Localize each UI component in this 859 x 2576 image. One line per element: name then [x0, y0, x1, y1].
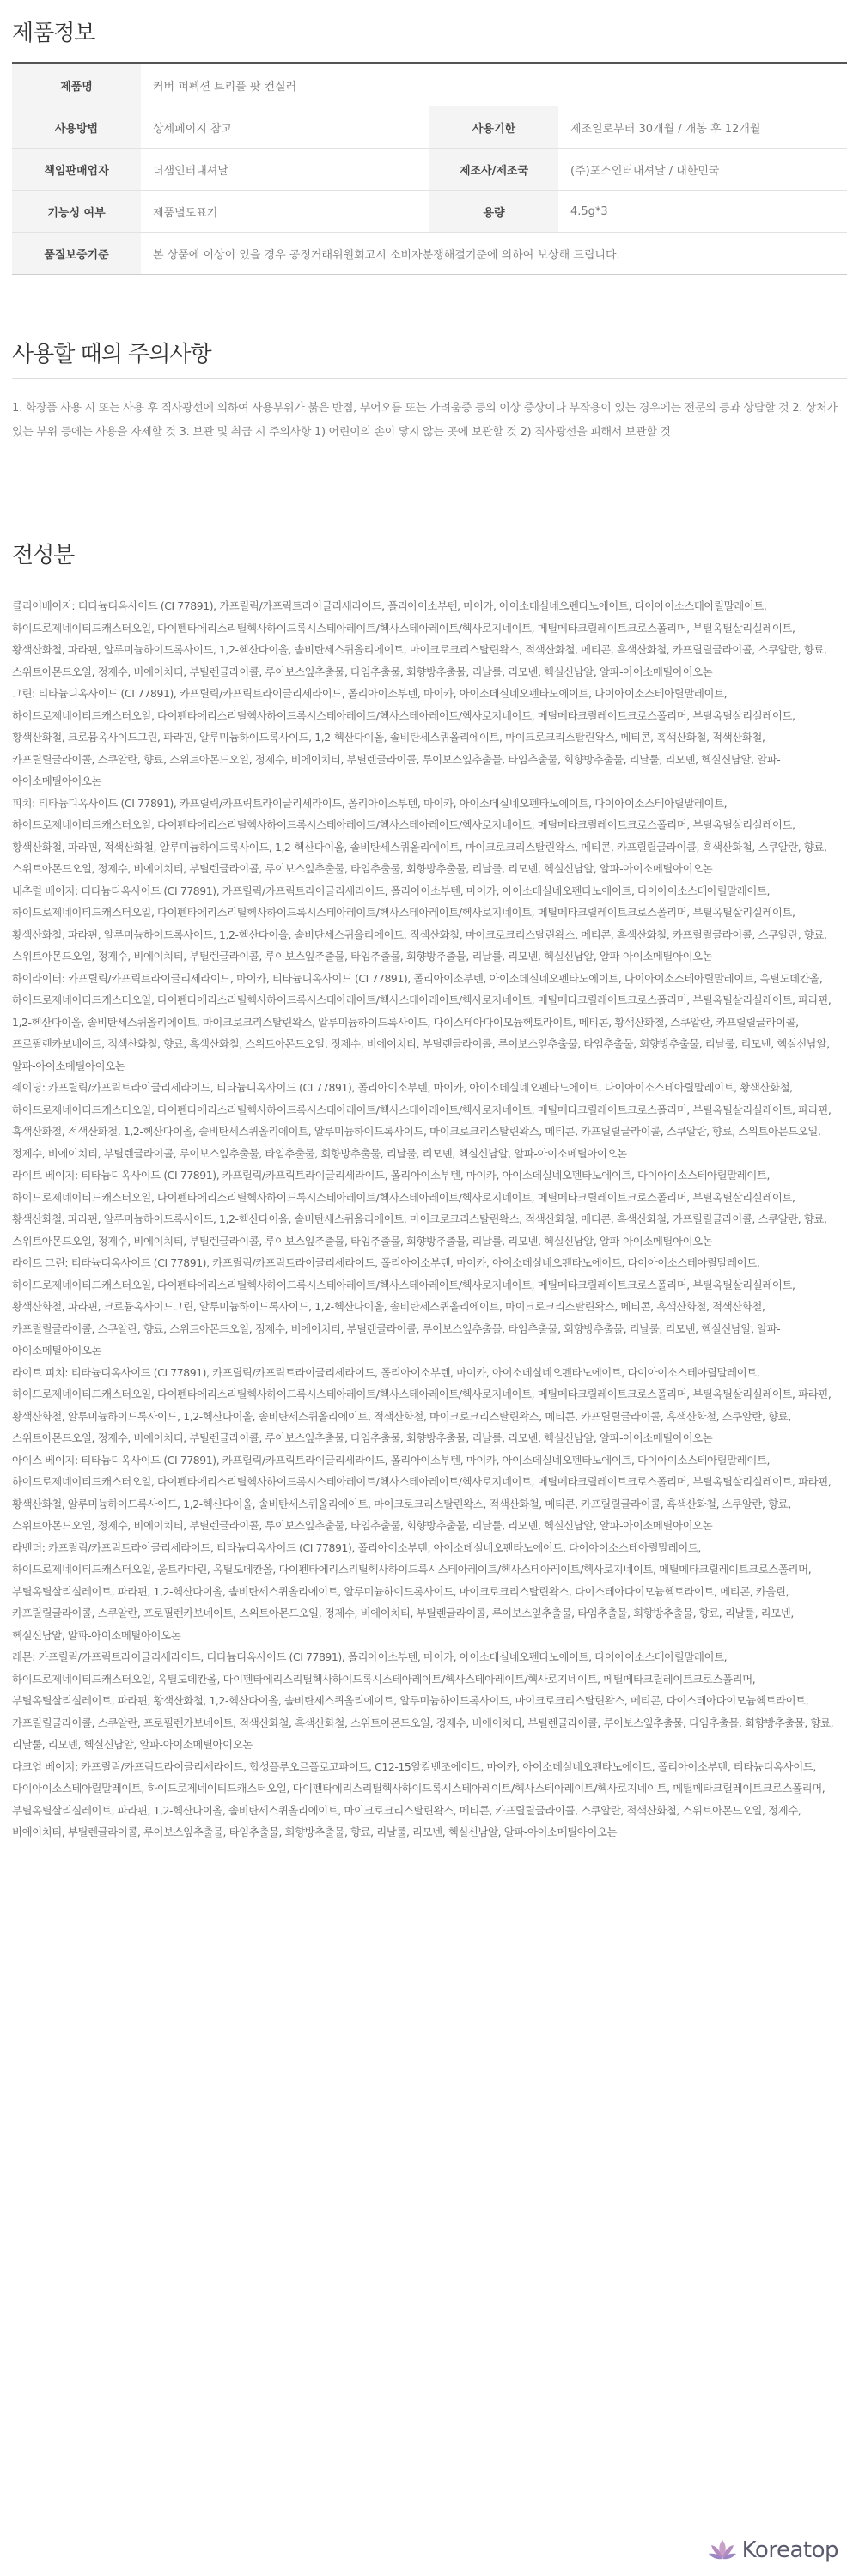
logo-text: Koreatop — [741, 2537, 838, 2563]
table-row — [12, 64, 847, 106]
table-row — [12, 191, 847, 233]
ingredient-paragraph: 그린: 티타늄디옥사이드 (CI 77891), 카프릴릭/카프릭트라이글리세라이드, 폴리아이소부텐, 마이카, 아이소데실네오펜타노에이트, 다이아이소스테아릴말레이트, 하이드로제네이티드캐스터오일, 다이펜타에리스리틸헥사하이드록시스테아레이트/헥사스테아레이트/헥사로지네이트, 메틸메타크릴레이트크로스폴리머, 부틸옥틸살리실레이트, 황색산화철, 크로뮴옥사이드그린, 파라핀, 알루미늄하이드록사이드, 1,2-헥산다이올, 솔비탄세스퀴올리에이트, 마이크로크리스탈린왁스, 메티콘, 흑색산화철, 적색산화철, 카프릴릴글라이콜, 스쿠알란, 향료, 스위트아몬드오일, 정제수, 비에이치티, 부틸렌글라이콜, 루이보스잎추출물, 타임추출물, 회향방추출물, 리날룰, 리모넨, 헥실신남알, 알파-아이소메틸아이오논 — [12, 687, 795, 787]
row-label: 품질보증기준 — [12, 233, 141, 275]
row-label: 용량 — [430, 191, 558, 233]
row-value: (주)포스인터내셔날 / 대한민국 — [558, 149, 847, 191]
product-info-table — [12, 64, 847, 275]
ingredient-paragraph: 클리어베이지: 티타늄디옥사이드 (CI 77891), 카프릴릭/카프릭트라이글리세라이드, 폴리아이소부텐, 마이카, 아이소데실네오펜타노에이트, 다이아이소스테아릴말레이트, 하이드로제네이티드캐스터오일, 다이펜타에리스리틸헥사하이드록시스테아레이트/헥사스테아레이트/헥사로지네이트, 메틸메타크릴레이트크로스폴리머, 부틸옥틸살리실레이트, 황색산화철, 파라핀, 알루미늄하이드록사이드, 1,2-헥산다이올, 솔비탄세스퀴올리에이트, 마이크로크리스탈린왁스, 적색산화철, 메티콘, 흑색산화철, 카프릴릴글라이콜, 스쿠알란, 향료, 스위트아몬드오일, 정제수, 비에이치티, 부틸렌글라이콜, 루이보스잎추출물, 타임추출물, 회향방추출물, 리날룰, 리모넨, 헥실신남알, 알파-아이소메틸아이오논 — [12, 599, 827, 678]
row-label: 기능성 여부 — [12, 191, 141, 233]
ingredient-paragraph: 쉐이딩: 카프릴릭/카프릭트라이글리세라이드, 티타늄디옥사이드 (CI 77891), 폴리아이소부텐, 마이카, 아이소데실네오펜타노에이트, 다이아이소스테아릴말레이트, 황색산화철, 하이드로제네이티드캐스터오일, 다이펜타에리스리틸헥사하이드록시스테아레이트/헥사스테아레이트/헥사로지네이트, 메틸메타크릴레이트크로스폴리머, 부틸옥틸살리실레이트, 파라핀, 흑색산화철, 적색산화철, 1,2-헥산다이올, 솔비탄세스퀴올리에이트, 알루미늄하이드록사이드, 마이크로크리스탈린왁스, 메티콘, 카프릴릴글라이콜, 스쿠알란, 향료, 스위트아몬드오일, 정제수, 비에이치티, 부틸렌글라이콜, 루이보스잎추출물, 타임추출물, 회향방추출물, 리날룰, 리모넨, 헥실신남알, 알파-아이소메틸아이오논 — [12, 1081, 832, 1160]
row-value: 커버 퍼펙션 트리플 팟 컨실러 — [141, 64, 847, 106]
row-value: 더샘인터내셔날 — [141, 149, 430, 191]
ingredient-paragraph: 라벤더: 카프릴릭/카프릭트라이글리세라이드, 티타늄디옥사이드 (CI 77891), 폴리아이소부텐, 아이소데실네오펜타노에이트, 다이아이소스테아릴말레이트, 하이드로제네이티드캐스터오일, 울트라마린, 옥틸도데칸올, 다이펜타에리스리틸헥사하이드록시스테아레이트/헥사스테아레이트/헥사로지네이트, 메틸메타크릴레이트크로스폴리머, 부틸옥틸살리실레이트, 파라핀, 1,2-헥산다이올, 솔비탄세스퀴올리에이트, 알루미늄하이드록사이드, 마이크로크리스탈린왁스, 다이스테아다이모늄헥토라이트, 메티콘, 카올린, 카프릴릴글라이콜, 스쿠알란, 프로필렌카보네이트, 스위트아몬드오일, 정제수, 비에이치티, 부틸렌글라이콜, 루이보스잎추출물, 타임추출물, 회향방추출물, 향료, 리날룰, 리모넨, 헥실신남알, 알파-아이소메틸아이오논 — [12, 1540, 812, 1642]
product-info-rule — [12, 62, 847, 64]
ingredient-paragraph: 피치: 티타늄디옥사이드 (CI 77891), 카프릴릭/카프릭트라이글리세라이드, 폴리아이소부텐, 마이카, 아이소데실네오펜타노에이트, 다이아이소스테아릴말레이트, 하이드로제네이티드캐스터오일, 다이펜타에리스리틸헥사하이드록시스테아레이트/헥사스테아레이트/헥사로지네이트, 메틸메타크릴레이트크로스폴리머, 부틸옥틸살리실레이트, 황색산화철, 파라핀, 적색산화철, 알루미늄하이드록사이드, 1,2-헥산다이올, 솔비탄세스퀴올리에이트, 마이크로크리스탈린왁스, 메티콘, 카프릴릴글라이콜, 흑색산화철, 스쿠알란, 향료, 스위트아몬드오일, 정제수, 비에이치티, 부틸렌글라이콜, 루이보스잎추출물, 타임추출물, 회향방추출물, 리날룰, 리모넨, 헥실신남알, 알파-아이소메틸아이오논 — [12, 796, 827, 875]
caution-rule — [12, 378, 847, 379]
ingredient-paragraph: 레몬: 카프릴릭/카프릭트라이글리세라이드, 티타늄디옥사이드 (CI 77891), 폴리아이소부텐, 마이카, 아이소데실네오펜타노에이트, 다이아이소스테아릴말레이트, 하이드로제네이티드캐스터오일, 옥틸도데칸올, 다이펜타에리스리틸헥사하이드록시스테아레이트/헥사스테아레이트/헥사로지네이트, 메틸메타크릴레이트크로스폴리머, 부틸옥틸살리실레이트, 파라핀, 황색산화철, 1,2-헥산다이올, 솔비탄세스퀴올리에이트, 알루미늄하이드록사이드, 마이크로크리스탈린왁스, 메티콘, 다이스테아다이모늄헥토라이트, 카프릴릴글라이콜, 스쿠알란, 프로필렌카보네이트, 적색산화철, 흑색산화철, 스위트아몬드오일, 정제수, 비에이치티, 부틸렌글라이콜, 루이보스잎추출물, 타임추출물, 회향방추출물, 향료, 리날룰, 리모넨, 헥실신남알, 알파-아이소메틸아이오논 — [12, 1650, 834, 1751]
table-row — [12, 149, 847, 191]
table-row — [12, 106, 847, 149]
caution-title: 사용할 때의 주의사항 — [12, 342, 211, 368]
row-value: 제조일로부터 30개월 / 개봉 후 12개월 — [558, 106, 847, 149]
row-label: 사용기한 — [430, 106, 558, 149]
ingredients-list — [12, 595, 844, 1844]
lotus-icon — [708, 2537, 737, 2563]
ingredient-paragraph: 라이트 베이지: 티타늄디옥사이드 (CI 77891), 카프릴릭/카프릭트라이글리세라이드, 폴리아이소부텐, 마이카, 아이소데실네오펜타노에이트, 다이아이소스테아릴말레이트, 하이드로제네이티드캐스터오일, 다이펜타에리스리틸헥사하이드록시스테아레이트/헥사스테아레이트/헥사로지네이트, 메틸메타크릴레이트크로스폴리머, 부틸옥틸살리실레이트, 황색산화철, 파라핀, 알루미늄하이드록사이드, 1,2-헥산다이올, 솔비탄세스퀴올리에이트, 마이크로크리스탈린왁스, 적색산화철, 메티콘, 흑색산화철, 카프릴릴글라이콜, 스쿠알란, 향료, 스위트아몬드오일, 정제수, 비에이치티, 부틸렌글라이콜, 루이보스잎추출물, 타임추출물, 회향방추출물, 리날룰, 리모넨, 헥실신남알, 알파-아이소메틸아이오논 — [12, 1169, 827, 1248]
koreatop-logo — [708, 2537, 838, 2563]
table-row — [12, 233, 847, 275]
ingredients-title: 전성분 — [12, 543, 75, 568]
row-label: 제품명 — [12, 64, 141, 106]
row-label: 제조사/제조국 — [430, 149, 558, 191]
caution-text: 1. 화장품 사용 시 또는 사용 후 직사광선에 의하여 사용부위가 붉은 반점, 부어오름 또는 가려움증 등의 이상 증상이나 부작용이 있는 경우에는 전문의 등과 상담할 것 2. 상처가 있는 부위 등에는 사용을 자제할 것 3. 보관 및 취급 시 주의사항 1) 어린이의 손이 닿지 않는 곳에 보관할 것 2) 직사광선을 피해서 보관할 것 — [12, 402, 838, 439]
row-value: 본 상품에 이상이 있을 경우 공정거래위원회고시 소비자분쟁해결기준에 의하여 보상해 드립니다. — [141, 233, 847, 275]
row-label: 책임판매업자 — [12, 149, 141, 191]
row-value: 4.5g*3 — [558, 191, 847, 233]
ingredient-paragraph: 아이스 베이지: 티타늄디옥사이드 (CI 77891), 카프릴릭/카프릭트라이글리세라이드, 폴리아이소부텐, 마이카, 아이소데실네오펜타노에이트, 다이아이소스테아릴말레이트, 하이드로제네이티드캐스터오일, 다이펜타에리스리틸헥사하이드록시스테아레이트/헥사스테아레이트/헥사로지네이트, 메틸메타크릴레이트크로스폴리머, 부틸옥틸살리실레이트, 파라핀, 황색산화철, 알루미늄하이드록사이드, 1,2-헥산다이올, 솔비탄세스퀴올리에이트, 마이크로크리스탈린왁스, 적색산화철, 메티콘, 카프릴릴글라이콜, 흑색산화철, 스쿠알란, 향료, 스위트아몬드오일, 정제수, 비에이치티, 부틸렌글라이콜, 루이보스잎추출물, 타임추출물, 회향방추출물, 리날룰, 리모넨, 헥실신남알, 알파-아이소메틸아이오논 — [12, 1453, 832, 1532]
row-label: 사용방법 — [12, 106, 141, 149]
row-value: 상세페이지 참고 — [141, 106, 430, 149]
ingredient-paragraph: 라이트 피치: 티타늄디옥사이드 (CI 77891), 카프릴릭/카프릭트라이글리세라이드, 폴리아이소부텐, 마이카, 아이소데실네오펜타노에이트, 다이아이소스테아릴말레이트, 하이드로제네이티드캐스터오일, 다이펜타에리스리틸헥사하이드록시스테아레이트/헥사스테아레이트/헥사로지네이트, 메틸메타크릴레이트크로스폴리머, 부틸옥틸살리실레이트, 파라핀, 황색산화철, 알루미늄하이드록사이드, 1,2-헥산다이올, 솔비탄세스퀴올리에이트, 적색산화철, 마이크로크리스탈린왁스, 메티콘, 카프릴릴글라이콜, 흑색산화철, 스쿠알란, 향료, 스위트아몬드오일, 정제수, 비에이치티, 부틸렌글라이콜, 루이보스잎추출물, 타임추출물, 회향방추출물, 리날룰, 리모넨, 헥실신남알, 알파-아이소메틸아이오논 — [12, 1365, 832, 1444]
ingredient-paragraph: 내추럴 베이지: 티타늄디옥사이드 (CI 77891), 카프릴릭/카프릭트라이글리세라이드, 폴리아이소부텐, 마이카, 아이소데실네오펜타노에이트, 다이아이소스테아릴말레이트, 하이드로제네이티드캐스터오일, 다이펜타에리스리틸헥사하이드록시스테아레이트/헥사스테아레이트/헥사로지네이트, 메틸메타크릴레이트크로스폴리머, 부틸옥틸살리실레이트, 황색산화철, 파라핀, 알루미늄하이드록사이드, 1,2-헥산다이올, 솔비탄세스퀴올리에이트, 적색산화철, 마이크로크리스탈린왁스, 메티콘, 흑색산화철, 카프릴릴글라이콜, 스쿠알란, 향료, 스위트아몬드오일, 정제수, 비에이치티, 부틸렌글라이콜, 루이보스잎추출물, 타임추출물, 회향방추출물, 리날룰, 리모넨, 헥실신남알, 알파-아이소메틸아이오논 — [12, 884, 827, 963]
ingredient-paragraph: 라이트 그린: 티타늄디옥사이드 (CI 77891), 카프릴릭/카프릭트라이글리세라이드, 폴리아이소부텐, 마이카, 아이소데실네오펜타노에이트, 다이아이소스테아릴말레이트, 하이드로제네이티드캐스터오일, 다이펜타에리스리틸헥사하이드록시스테아레이트/헥사스테아레이트/헥사로지네이트, 메틸메타크릴레이트크로스폴리머, 부틸옥틸살리실레이트, 황색산화철, 파라핀, 크로뮴옥사이드그린, 알루미늄하이드록사이드, 1,2-헥산다이올, 솔비탄세스퀴올리에이트, 마이크로크리스탈린왁스, 메티콘, 흑색산화철, 적색산화철, 카프릴릴글라이콜, 스쿠알란, 향료, 스위트아몬드오일, 정제수, 비에이치티, 부틸렌글라이콜, 루이보스잎추출물, 타임추출물, 회향방추출물, 리날룰, 리모넨, 헥실신남알, 알파-아이소메틸아이오논 — [12, 1256, 795, 1357]
ingredient-paragraph: 다크업 베이지: 카프릴릭/카프릭트라이글리세라이드, 합성플루오르플로고파이트, C12-15알킬벤조에이트, 마이카, 아이소데실네오펜타노에이트, 폴리아이소부텐, 티타늄디옥사이드, 다이아이소스테아릴말레이트, 하이드로제네이티드캐스터오일, 다이펜타에리스리틸헥사하이드록시스테아레이트/헥사스테아레이트/헥사로지네이트, 메틸메타크릴레이트크로스폴리머, 부틸옥틸살리실레이트, 파라핀, 1,2-헥산다이올, 솔비탄세스퀴올리에이트, 마이크로크리스탈린왁스, 메티콘, 카프릴릴글라이콜, 스쿠알란, 적색산화철, 스위트아몬드오일, 정제수, 비에이치티, 부틸렌글라이콜, 루이보스잎추출물, 타임추출물, 회향방추출물, 향료, 리날룰, 리모넨, 헥실신남알, 알파-아이소메틸아이오논 — [12, 1759, 825, 1838]
ingredient-paragraph: 하이라이터: 카프릴릭/카프릭트라이글리세라이드, 마이카, 티타늄디옥사이드 (CI 77891), 폴리아이소부텐, 아이소데실네오펜타노에이트, 다이아이소스테아릴말레이트, 옥틸도데칸올, 하이드로제네이티드캐스터오일, 다이펜타에리스리틸헥사하이드록시스테아레이트/헥사스테아레이트/헥사로지네이트, 메틸메타크릴레이트크로스폴리머, 부틸옥틸살리실레이트, 파라핀, 1,2-헥산다이올, 솔비탄세스퀴올리에이트, 마이크로크리스탈린왁스, 알루미늄하이드록사이드, 다이스테아다이모늄헥토라이트, 메티콘, 황색산화철, 스쿠알란, 카프릴릴글라이콜, 프로필렌카보네이트, 적색산화철, 향료, 흑색산화철, 스위트아몬드오일, 정제수, 비에이치티, 부틸렌글라이콜, 루이보스잎추출물, 타임추출물, 회향방추출물, 리날룰, 리모넨, 헥실신남알, 알파-아이소메틸아이오논 — [12, 971, 832, 1072]
product-info-title: 제품정보 — [12, 21, 95, 46]
row-value: 제품별도표기 — [141, 191, 430, 233]
